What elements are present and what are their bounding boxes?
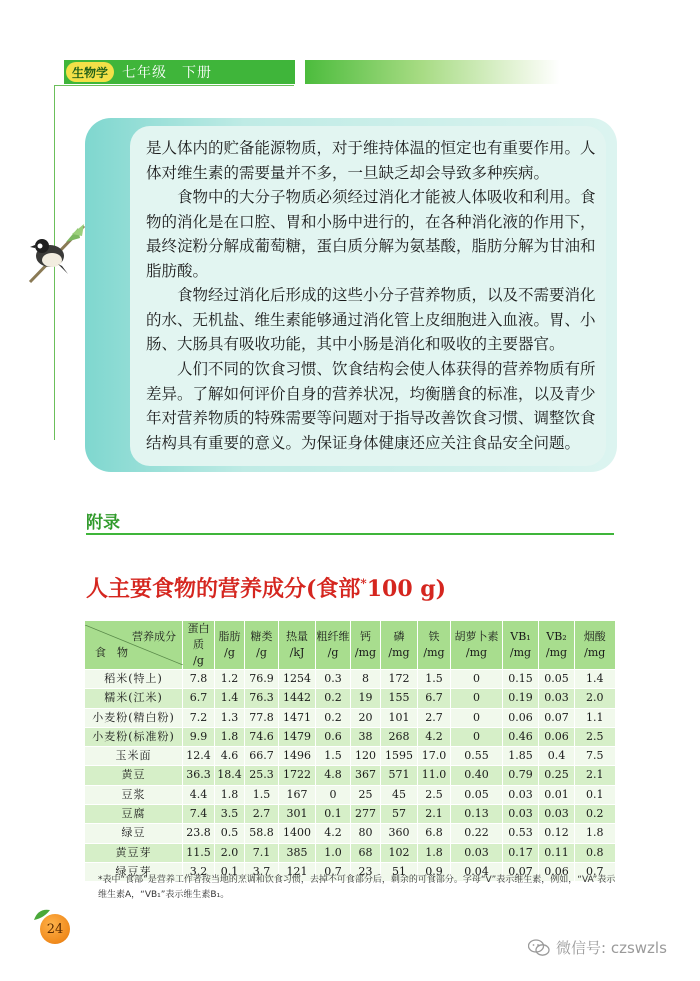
value-cell: 0.06 xyxy=(503,708,539,727)
value-cell: 38 xyxy=(351,727,381,746)
value-cell: 1.5 xyxy=(316,747,351,766)
column-unit: /mg xyxy=(545,646,568,659)
value-cell: 0.1 xyxy=(316,805,351,824)
value-cell: 1.4 xyxy=(575,670,615,689)
value-cell: 17.0 xyxy=(418,747,451,766)
value-cell: 0.13 xyxy=(451,805,503,824)
value-cell: 76.9 xyxy=(245,670,279,689)
value-cell: 0.11 xyxy=(539,843,575,862)
value-cell: 58.8 xyxy=(245,824,279,843)
value-cell: 0.07 xyxy=(539,708,575,727)
value-cell: 74.6 xyxy=(245,727,279,746)
value-cell: 0.12 xyxy=(539,824,575,843)
food-name-cell: 黄豆芽 xyxy=(85,843,183,862)
column-name: 胡萝卜素 xyxy=(454,630,499,643)
value-cell: 4.2 xyxy=(316,824,351,843)
value-cell: 20 xyxy=(351,708,381,727)
value-cell: 6.7 xyxy=(183,689,215,708)
value-cell: 1.5 xyxy=(418,670,451,689)
table-title xyxy=(86,572,446,603)
value-cell: 2.0 xyxy=(215,843,245,862)
value-cell: 0.1 xyxy=(215,862,245,881)
value-cell: 68 xyxy=(351,843,381,862)
value-cell: 7.4 xyxy=(183,805,215,824)
food-name-cell: 玉米面 xyxy=(85,747,183,766)
value-cell: 0.07 xyxy=(503,862,539,881)
value-cell: 25 xyxy=(351,785,381,804)
value-cell: 51 xyxy=(381,862,418,881)
value-cell: 0.2 xyxy=(575,805,615,824)
column-header xyxy=(451,621,503,670)
value-cell: 1.2 xyxy=(215,670,245,689)
value-cell: 0.7 xyxy=(316,862,351,881)
value-cell: 367 xyxy=(351,766,381,785)
food-name-cell: 糯米(江米) xyxy=(85,689,183,708)
table-row xyxy=(85,708,615,727)
value-cell: 23 xyxy=(351,862,381,881)
bird-illustration-icon xyxy=(28,222,86,284)
value-cell: 3.7 xyxy=(245,862,279,881)
value-cell: 4.4 xyxy=(183,785,215,804)
value-cell: 7.5 xyxy=(575,747,615,766)
value-cell: 3.2 xyxy=(183,862,215,881)
column-unit: /g xyxy=(193,654,204,667)
value-cell: 120 xyxy=(351,747,381,766)
value-cell: 0.06 xyxy=(539,862,575,881)
value-cell: 18.4 xyxy=(215,766,245,785)
value-cell: 0.19 xyxy=(503,689,539,708)
header-frame-horizontal xyxy=(54,85,294,86)
value-cell: 0.55 xyxy=(451,747,503,766)
value-cell: 12.4 xyxy=(183,747,215,766)
value-cell: 1595 xyxy=(381,747,418,766)
paragraph-1: 是人体内的贮备能源物质，对于维持体温的恒定也有重要作用。人体对维生素的需要量并不多，一旦缺乏却会导致多种疾病。 xyxy=(146,139,596,182)
column-header xyxy=(245,621,279,670)
column-name: 脂肪 xyxy=(218,630,241,643)
value-cell: 172 xyxy=(381,670,418,689)
value-cell: 1.1 xyxy=(575,708,615,727)
table-header-row xyxy=(85,621,615,670)
column-name: 蛋白质 xyxy=(187,622,210,651)
corner-label-nutrients: 营养成分 xyxy=(132,630,176,643)
watermark-text: 微信号: czswzls xyxy=(556,939,667,957)
column-name: VB₂ xyxy=(546,630,567,643)
value-cell: 0.03 xyxy=(503,805,539,824)
value-cell: 101 xyxy=(381,708,418,727)
value-cell: 2.7 xyxy=(418,708,451,727)
value-cell: 7.2 xyxy=(183,708,215,727)
value-cell: 0.2 xyxy=(316,689,351,708)
value-cell: 23.8 xyxy=(183,824,215,843)
table-row xyxy=(85,727,615,746)
value-cell: 1479 xyxy=(279,727,316,746)
value-cell: 0.1 xyxy=(575,785,615,804)
value-cell: 1.4 xyxy=(215,689,245,708)
column-header xyxy=(316,621,351,670)
subject-badge: 生物学 xyxy=(66,62,114,82)
page-number: 24 xyxy=(40,914,70,944)
value-cell: 1.0 xyxy=(316,843,351,862)
value-cell: 0.7 xyxy=(575,862,615,881)
value-cell: 0.03 xyxy=(503,785,539,804)
column-unit: /mg xyxy=(465,646,488,659)
value-cell: 3.5 xyxy=(215,805,245,824)
value-cell: 8 xyxy=(351,670,381,689)
value-cell: 2.1 xyxy=(575,766,615,785)
table-title-tail: 100 g) xyxy=(366,576,447,602)
corner-label-food: 食 物 xyxy=(95,646,128,659)
column-name: 磷 xyxy=(393,630,405,643)
paragraph-4: 人们不同的饮食习惯、饮食结构会使人体获得的营养物质有所差异。了解如何评价自身的营养状况，均衡膳食的标准，以及青少年对营养物质的特殊需要等问题对于指导改善饮食习惯、调整饮食结构具有重要的意义。为保证身体健康还应关注食品安全问题。 xyxy=(146,360,596,452)
table-row xyxy=(85,785,615,804)
column-name: 钙 xyxy=(360,630,371,643)
table-footnote: *表中“食部”是营养工作者按当地的烹调和饮食习惯，去掉不可食部分后，剩余的可食部分。字母“V”表示维生素，例如，“VA”表示维生素A，“VB₁”表示维生素B₁。 xyxy=(98,875,616,900)
value-cell: 11.5 xyxy=(183,843,215,862)
value-cell: 0 xyxy=(451,670,503,689)
value-cell: 0.05 xyxy=(451,785,503,804)
value-cell: 19 xyxy=(351,689,381,708)
grade-title: 七年级 下册 xyxy=(122,65,212,81)
value-cell: 0.8 xyxy=(575,843,615,862)
value-cell: 0.05 xyxy=(539,670,575,689)
value-cell: 6.7 xyxy=(418,689,451,708)
value-cell: 1400 xyxy=(279,824,316,843)
value-cell: 571 xyxy=(381,766,418,785)
value-cell: 1471 xyxy=(279,708,316,727)
column-unit: /mg xyxy=(354,646,377,659)
column-header xyxy=(279,621,316,670)
value-cell: 0.22 xyxy=(451,824,503,843)
column-header xyxy=(215,621,245,670)
value-cell: 1.85 xyxy=(503,747,539,766)
food-name-cell: 小麦粉(精白粉) xyxy=(85,708,183,727)
value-cell: 0 xyxy=(451,708,503,727)
value-cell: 2.5 xyxy=(575,727,615,746)
column-unit: /kJ xyxy=(289,646,305,659)
value-cell: 0 xyxy=(316,785,351,804)
value-cell: 0.03 xyxy=(451,843,503,862)
food-name-cell: 黄豆 xyxy=(85,766,183,785)
column-unit: /g xyxy=(327,646,339,659)
value-cell: 0.79 xyxy=(503,766,539,785)
value-cell: 66.7 xyxy=(245,747,279,766)
column-unit: /mg xyxy=(584,646,606,659)
paragraph-3: 食物经过消化后形成的这些小分子营养物质，以及不需要消化的水、无机盐、维生素能够通过消化管上皮细胞进入血液。胃、小肠、大肠具有吸收功能，其中小肠是消化和吸收的主要器官。 xyxy=(146,286,596,353)
value-cell: 25.3 xyxy=(245,766,279,785)
value-cell: 0.6 xyxy=(316,727,351,746)
appendix-heading: 附录 xyxy=(86,513,120,533)
food-name-cell: 小麦粉(标准粉) xyxy=(85,727,183,746)
food-name-cell: 豆浆 xyxy=(85,785,183,804)
value-cell: 1722 xyxy=(279,766,316,785)
value-cell: 155 xyxy=(381,689,418,708)
value-cell: 0 xyxy=(451,727,503,746)
value-cell: 0.04 xyxy=(451,862,503,881)
value-cell: 0.03 xyxy=(539,689,575,708)
wechat-watermark xyxy=(528,937,667,958)
table-row xyxy=(85,843,615,862)
column-header xyxy=(381,621,418,670)
value-cell: 2.5 xyxy=(418,785,451,804)
value-cell: 1.8 xyxy=(215,727,245,746)
value-cell: 0.5 xyxy=(215,824,245,843)
value-cell: 360 xyxy=(381,824,418,843)
column-header xyxy=(351,621,381,670)
value-cell: 0.01 xyxy=(539,785,575,804)
value-cell: 4.6 xyxy=(215,747,245,766)
value-cell: 385 xyxy=(279,843,316,862)
column-name: 热量 xyxy=(286,630,308,643)
food-name-cell: 绿豆 xyxy=(85,824,183,843)
value-cell: 76.3 xyxy=(245,689,279,708)
table-row xyxy=(85,689,615,708)
column-header xyxy=(575,621,615,670)
value-cell: 1.8 xyxy=(575,824,615,843)
value-cell: 0.53 xyxy=(503,824,539,843)
column-header xyxy=(539,621,575,670)
value-cell: 167 xyxy=(279,785,316,804)
column-name: 烟酸 xyxy=(583,630,606,643)
value-cell: 7.8 xyxy=(183,670,215,689)
wechat-icon xyxy=(528,939,550,957)
value-cell: 0.15 xyxy=(503,670,539,689)
value-cell: 1442 xyxy=(279,689,316,708)
header-bar-gradient xyxy=(305,60,560,84)
column-header xyxy=(183,621,215,670)
value-cell: 0.17 xyxy=(503,843,539,862)
value-cell: 1496 xyxy=(279,747,316,766)
value-cell: 0.3 xyxy=(316,670,351,689)
nutrition-table xyxy=(84,621,615,881)
value-cell: 45 xyxy=(381,785,418,804)
table-corner-cell xyxy=(85,621,183,670)
value-cell: 4.2 xyxy=(418,727,451,746)
value-cell: 268 xyxy=(381,727,418,746)
value-cell: 121 xyxy=(279,862,316,881)
column-name: 铁 xyxy=(428,630,440,643)
value-cell: 1.8 xyxy=(418,843,451,862)
table-title-main: 人主要食物的营养成分(食部 xyxy=(86,576,361,602)
column-name: 粗纤维 xyxy=(316,630,350,643)
value-cell: 0.06 xyxy=(539,727,575,746)
column-unit: /g xyxy=(256,646,267,659)
table-row xyxy=(85,670,615,689)
value-cell: 0.46 xyxy=(503,727,539,746)
value-cell: 0.9 xyxy=(418,862,451,881)
value-cell: 0.4 xyxy=(539,747,575,766)
value-cell: 36.3 xyxy=(183,766,215,785)
value-cell: 2.7 xyxy=(245,805,279,824)
paragraph-2: 食物中的大分子物质必须经过消化才能被人体吸收和利用。食物的消化是在口腔、胃和小肠中进行的，在各种消化液的作用下，最终淀粉分解成葡萄糖，蛋白质分解为氨基酸，脂肪分解为甘油和脂肪酸。 xyxy=(146,188,596,280)
value-cell: 1.5 xyxy=(245,785,279,804)
value-cell: 0.40 xyxy=(451,766,503,785)
value-cell: 11.0 xyxy=(418,766,451,785)
value-cell: 6.8 xyxy=(418,824,451,843)
value-cell: 0 xyxy=(451,689,503,708)
column-name: VB₁ xyxy=(510,630,531,643)
value-cell: 2.0 xyxy=(575,689,615,708)
value-cell: 1.3 xyxy=(215,708,245,727)
column-unit: /mg xyxy=(388,646,410,659)
column-unit: /g xyxy=(224,646,235,659)
table-title-asterisk: * xyxy=(360,576,367,591)
value-cell: 301 xyxy=(279,805,316,824)
value-cell: 7.1 xyxy=(245,843,279,862)
column-name: 糖类 xyxy=(250,630,273,643)
value-cell: 77.8 xyxy=(245,708,279,727)
column-header xyxy=(503,621,539,670)
table-row xyxy=(85,747,615,766)
value-cell: 0.03 xyxy=(539,805,575,824)
value-cell: 1.8 xyxy=(215,785,245,804)
table-row xyxy=(85,805,615,824)
table-row xyxy=(85,824,615,843)
value-cell: 4.8 xyxy=(316,766,351,785)
value-cell: 57 xyxy=(381,805,418,824)
food-name-cell: 绿豆芽 xyxy=(85,862,183,881)
value-cell: 277 xyxy=(351,805,381,824)
appendix-divider xyxy=(86,533,614,535)
food-name-cell: 豆腐 xyxy=(85,805,183,824)
value-cell: 102 xyxy=(381,843,418,862)
value-cell: 0.2 xyxy=(316,708,351,727)
value-cell: 80 xyxy=(351,824,381,843)
value-cell: 2.1 xyxy=(418,805,451,824)
food-name-cell: 稻米(特上) xyxy=(85,670,183,689)
value-cell: 1254 xyxy=(279,670,316,689)
value-cell: 9.9 xyxy=(183,727,215,746)
column-header xyxy=(418,621,451,670)
value-cell: 0.25 xyxy=(539,766,575,785)
column-unit: /mg xyxy=(423,646,445,659)
table-row xyxy=(85,766,615,785)
column-unit: /mg xyxy=(509,646,532,659)
